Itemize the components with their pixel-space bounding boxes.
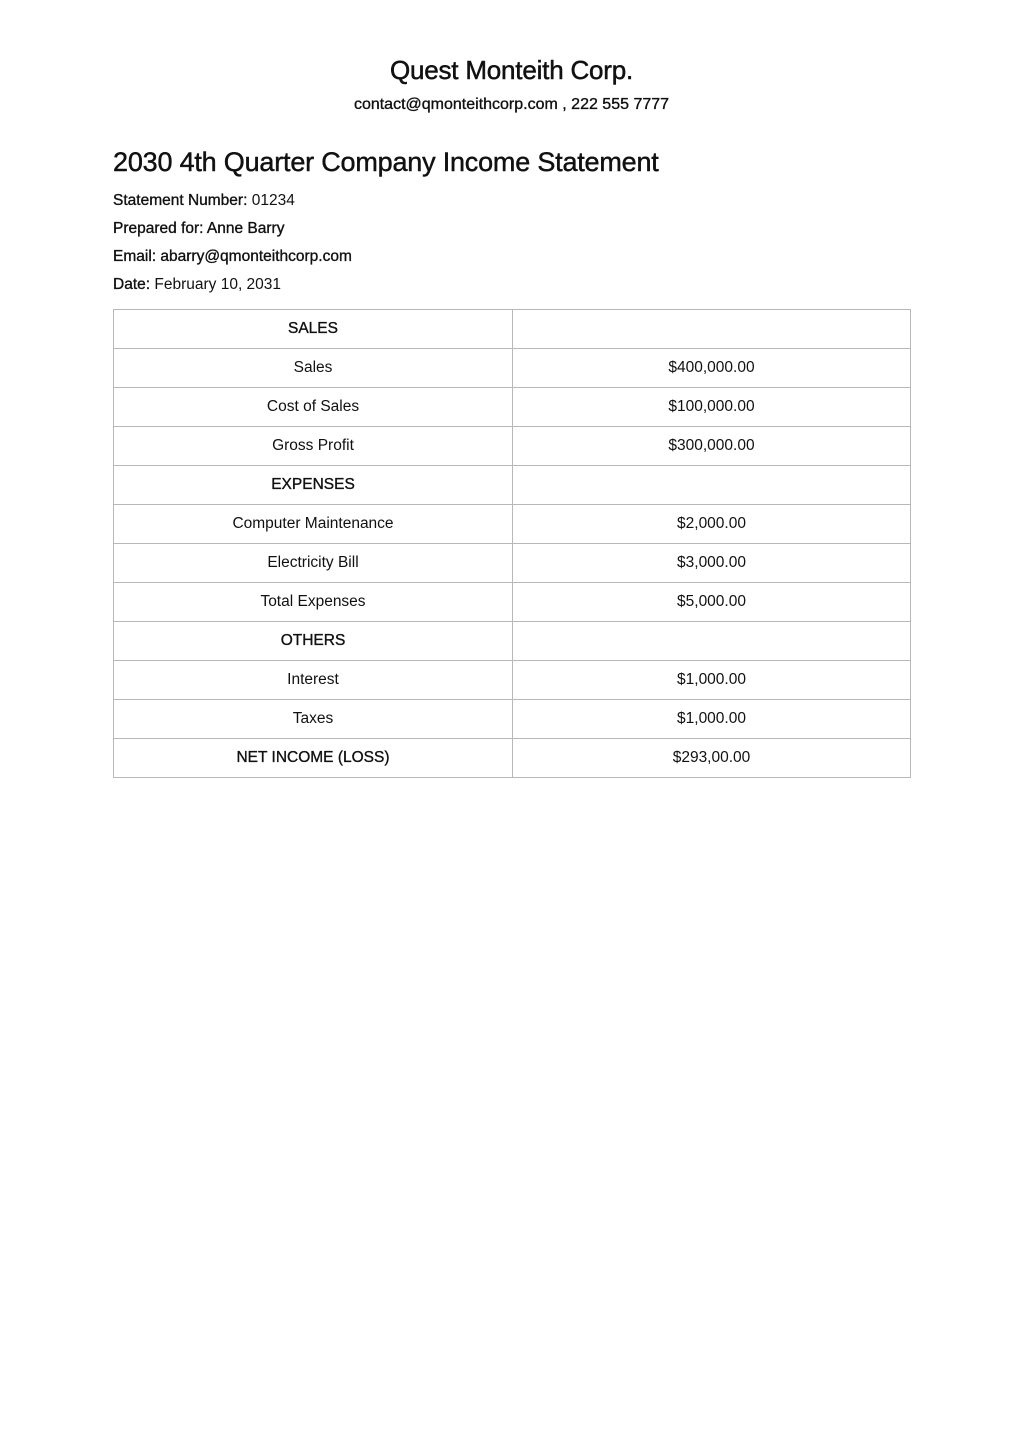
table-cell-value: $5,000.00 bbox=[513, 583, 911, 622]
table-cell-value: $1,000.00 bbox=[513, 700, 911, 739]
email-row bbox=[113, 243, 910, 271]
statement-number-row bbox=[113, 187, 910, 215]
table-cell-label: Cost of Sales bbox=[114, 388, 513, 427]
table-row bbox=[114, 700, 911, 739]
table-row bbox=[114, 466, 911, 505]
table-row bbox=[114, 583, 911, 622]
prepared-for-row bbox=[113, 215, 910, 243]
table-cell-value bbox=[513, 622, 911, 661]
statement-number-value: 01234 bbox=[251, 192, 295, 209]
income-statement-table bbox=[113, 309, 911, 778]
table-row bbox=[114, 349, 911, 388]
table-row bbox=[114, 427, 911, 466]
table-cell-value: $300,000.00 bbox=[513, 427, 911, 466]
email-label: Email: bbox=[113, 248, 157, 265]
table-cell-label: Total Expenses bbox=[114, 583, 513, 622]
net-income-value: $293,00.00 bbox=[513, 739, 911, 778]
section-heading-others: OTHERS bbox=[114, 622, 513, 661]
table-row bbox=[114, 622, 911, 661]
table-row bbox=[114, 388, 911, 427]
table-cell-label: Computer Maintenance bbox=[114, 505, 513, 544]
table-row bbox=[114, 739, 911, 778]
table-row bbox=[114, 544, 911, 583]
date-label: Date: bbox=[113, 276, 151, 293]
table-row bbox=[114, 505, 911, 544]
table-cell-label: Electricity Bill bbox=[114, 544, 513, 583]
table-cell-value bbox=[513, 466, 911, 505]
date-value: February 10, 2031 bbox=[154, 276, 282, 293]
net-income-label: NET INCOME (LOSS) bbox=[114, 739, 513, 778]
table-cell-label: Taxes bbox=[114, 700, 513, 739]
section-heading-expenses: EXPENSES bbox=[114, 466, 513, 505]
email-value: abarry@qmonteithcorp.com bbox=[160, 248, 352, 265]
table-cell-value: $2,000.00 bbox=[513, 505, 911, 544]
table-cell-value: $100,000.00 bbox=[513, 388, 911, 427]
prepared-for-value: Anne Barry bbox=[206, 220, 285, 237]
date-row bbox=[113, 271, 910, 299]
prepared-for-label: Prepared for: bbox=[113, 220, 204, 237]
table-cell-value: $3,000.00 bbox=[513, 544, 911, 583]
table-cell-value bbox=[513, 310, 911, 349]
section-heading-sales: SALES bbox=[114, 310, 513, 349]
statement-details bbox=[113, 187, 910, 299]
table-cell-value: $400,000.00 bbox=[513, 349, 911, 388]
company-name: Quest Monteith Corp. bbox=[389, 55, 634, 85]
statement-number-label: Statement Number: bbox=[113, 192, 248, 209]
table-row bbox=[114, 310, 911, 349]
document-title: 2030 4th Quarter Company Income Statement bbox=[113, 147, 659, 177]
company-header bbox=[113, 0, 910, 115]
table-cell-label: Sales bbox=[114, 349, 513, 388]
table-cell-value: $1,000.00 bbox=[513, 661, 911, 700]
company-contact: contact@qmonteithcorp.com , 222 555 7777 bbox=[353, 96, 670, 113]
table-row bbox=[114, 661, 911, 700]
table-cell-label: Gross Profit bbox=[114, 427, 513, 466]
table-cell-label: Interest bbox=[114, 661, 513, 700]
